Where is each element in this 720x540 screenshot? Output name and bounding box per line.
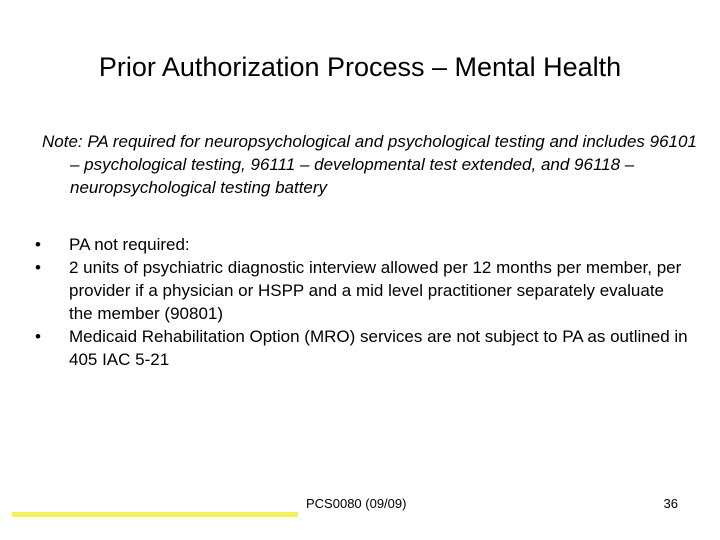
bullet-text: PA not required: [69, 235, 190, 254]
bullet-marker: • [35, 258, 41, 277]
bullet-marker: • [35, 327, 41, 346]
bullet-text: Medicaid Rehabilitation Option (MRO) services are not subject to PA as outlined in 405 IAC 5-21 [69, 327, 688, 369]
bullet-list [28, 233, 688, 371]
bullet-item [28, 233, 688, 256]
bullet-item [28, 256, 688, 325]
page-number: 36 [663, 496, 678, 511]
slide-title: Prior Authorization Process – Mental Health [98, 52, 622, 82]
footer-accent-line [12, 512, 298, 517]
footer-code: PCS0080 (09/09) [306, 496, 407, 511]
bullet-text: 2 units of psychiatric diagnostic interview allowed per 12 months per member, per provider if a physician or HSPP and a mid level practitioner separately evaluate the member (90801) [69, 258, 682, 323]
bullet-marker: • [35, 235, 41, 254]
bullet-item [28, 325, 688, 371]
note-text: Note: PA required for neuropsychological and psychological testing and includes 96101 – psychological testing, 96111 – developmental test extended, and 96118 – neuropsychological testing battery [42, 132, 697, 197]
